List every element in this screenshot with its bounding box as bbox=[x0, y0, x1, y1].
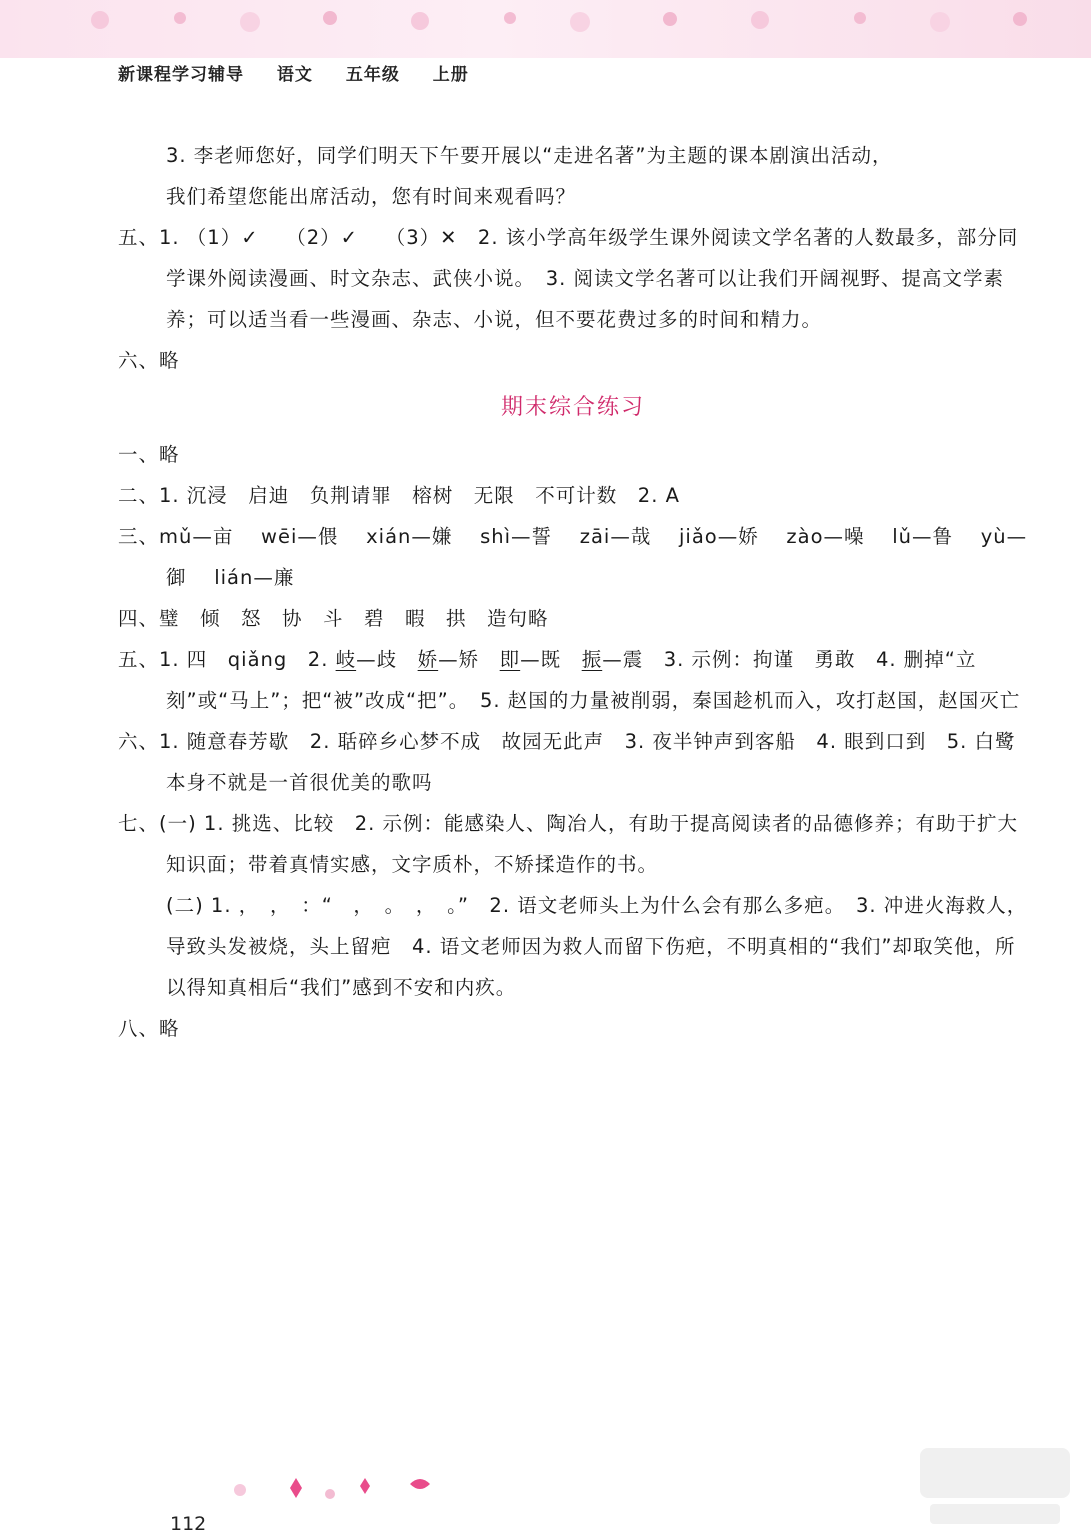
top-decorative-band bbox=[0, 0, 1091, 58]
final-section-seven-part1: 七、(一) 1. 挑选、比较 2. 示例：能感染人、陶冶人，有助于提高阅读者的品德修养；有助于扩大知识面；带着真情实感，文字质朴，不矫揉造作的书。 bbox=[118, 812, 1019, 876]
five-fix-1: —歧 bbox=[356, 648, 418, 671]
answer-content bbox=[118, 135, 1028, 1049]
section-title: 期末综合练习 bbox=[500, 395, 645, 420]
final-section-eight: 八、略 bbox=[118, 1017, 180, 1040]
final-section-six: 六、1. 随意春芳歇 2. 聒碎乡心梦不成 故园无此声 3. 夜半钟声到客船 4. 眼到口到 5. 白鹭本身不就是一首很优美的歌吗 bbox=[118, 730, 1016, 794]
final-section-three: 三、mǔ—亩 wēi—偎 xián—嫌 shì—誓 zāi—哉 jiǎo—娇 zào—噪 lǔ—鲁 yù—御 lián—廉 bbox=[118, 525, 1028, 589]
running-header bbox=[118, 60, 495, 85]
final-section-five bbox=[118, 639, 1028, 721]
wrong-char-1: 岐 bbox=[335, 648, 357, 671]
final-section-two: 二、1. 沉浸 启迪 负荆请罪 榕树 无限 不可计数 2. A bbox=[118, 484, 680, 507]
five-lead: 五、1. 四 qiǎng 2. bbox=[118, 648, 336, 671]
answer-section-six: 六、略 bbox=[118, 349, 180, 372]
final-section-one: 一、略 bbox=[118, 443, 180, 466]
header-subject: 语文 bbox=[276, 65, 313, 85]
five-fix-2: —矫 bbox=[438, 648, 500, 671]
wrong-char-2: 娇 bbox=[417, 648, 439, 671]
answer-item-3-line1: 3. 李老师您好，同学们明天下午要开展以“走进名著”为主题的课本剧演出活动， bbox=[166, 144, 893, 167]
final-section-four: 四、璧 倾 怒 协 斗 碧 暇 拱 造句略 bbox=[118, 607, 549, 630]
five-fix-4: —震 3. 示例：拘谨 勇敢 4. 删掉“立刻”或“马上”；把“被”改成“把”。 5. 赵国的力量被削弱，秦国趁机而入，攻打赵国，赵国灭亡 bbox=[166, 648, 1021, 712]
answer-item-3-line2: 我们希望您能出席活动，您有时间来观看吗？ bbox=[166, 185, 577, 208]
final-section-seven-part2: (二) 1. ， ， ：“ ， 。 ， 。” 2. 语文老师头上为什么会有那么多疤。 3. 冲进火海救人，导致头发被烧，头上留疤 4. 语文老师因为救人而留下伤疤，不明真相的“我们”却取笑他，所以得知真相后“我们”感到不安和内疚。 bbox=[166, 894, 1028, 999]
decorative-pattern-icon bbox=[60, 6, 1060, 34]
page-number: 112 bbox=[170, 1513, 207, 1535]
footer-decoration-icon bbox=[220, 1468, 460, 1508]
answer-section-five: 五、1. （1）✓ （2）✓ （3）✕ 2. 该小学高年级学生课外阅读文学名著的人数最多，部分同学课外阅读漫画、时文杂志、武侠小说。 3. 阅读文学名著可以让我们开阔视野、提高文学素养；可以适当看一些漫画、杂志、小说，但不要花费过多的时间和精力。 bbox=[118, 226, 1019, 331]
header-series: 新课程学习辅导 bbox=[118, 65, 244, 85]
header-grade: 五年级 bbox=[345, 65, 400, 85]
watermark-logo-icon bbox=[920, 1448, 1070, 1528]
five-fix-3: —既 bbox=[520, 648, 582, 671]
header-volume: 上册 bbox=[432, 65, 469, 85]
wrong-char-3: 即 bbox=[499, 648, 521, 671]
wrong-char-4: 振 bbox=[581, 648, 603, 671]
